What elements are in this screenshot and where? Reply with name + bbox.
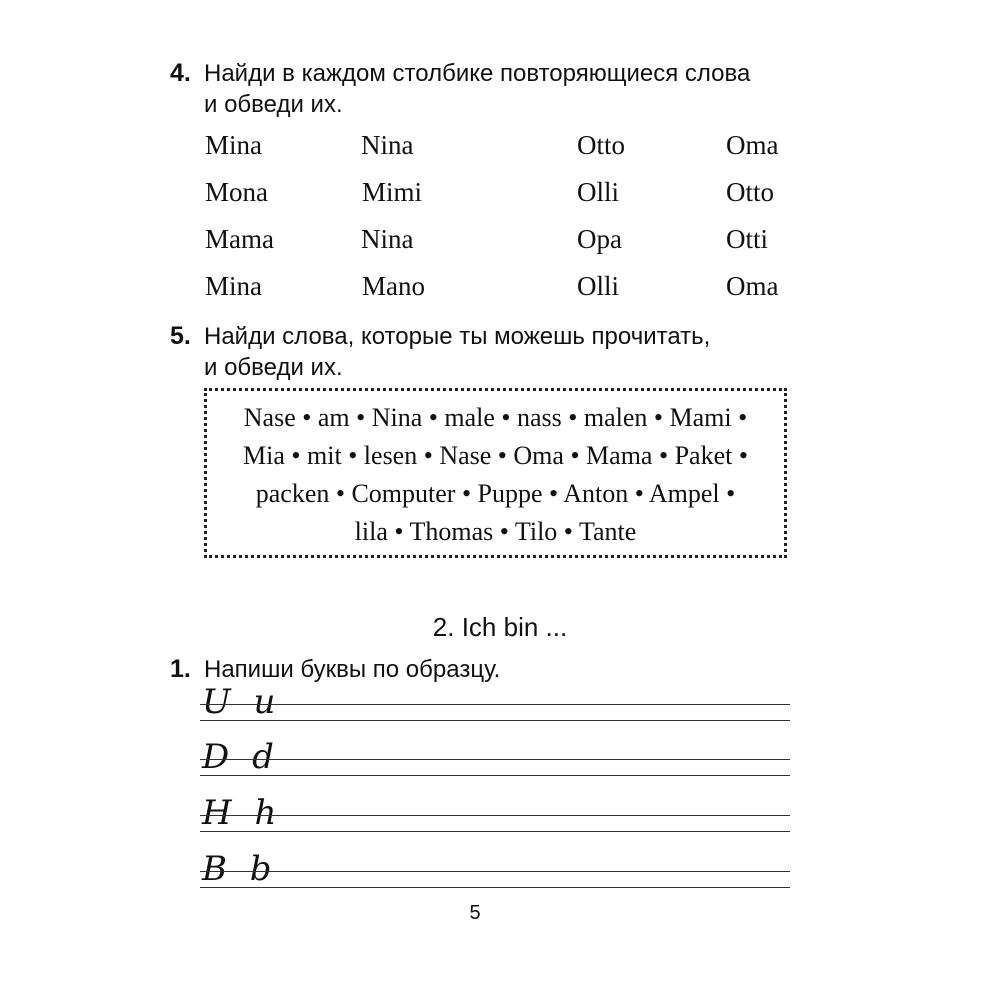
- word-line: packen • Computer • Puppe • Anton • Ampel •: [255, 479, 736, 508]
- word-cell: Mina: [205, 130, 262, 160]
- task-1: [170, 654, 790, 685]
- guide-line: [200, 720, 790, 721]
- task-number: 1.: [170, 655, 191, 683]
- word-cell: Olli: [577, 177, 620, 207]
- letter-sample: B b: [202, 849, 278, 889]
- word-cell: Olli: [577, 271, 620, 301]
- word-line: Mia • mit • lesen • Nase • Oma • Mama • Paket •: [243, 441, 748, 470]
- task-number: 4.: [170, 59, 191, 87]
- word-columns: [205, 128, 795, 318]
- writing-row: [200, 793, 790, 839]
- word-line: Nase • am • Nina • male • nass • malen • Mami •: [243, 403, 748, 432]
- writing-row: [200, 682, 790, 728]
- instruction-line: Найди слова, которые ты можешь прочитать,: [204, 323, 711, 350]
- word-cell: Mama: [205, 224, 274, 254]
- word-cell: Otto: [726, 177, 775, 207]
- word-cell: Otto: [577, 130, 626, 160]
- task-4: [170, 58, 790, 120]
- task-5: [170, 321, 790, 383]
- task-instruction: Напиши буквы по образцу.: [204, 656, 501, 683]
- guide-line: [200, 704, 790, 705]
- word-cell: Opa: [577, 224, 622, 254]
- word-cell: Oma: [726, 271, 779, 301]
- guide-line: [200, 887, 790, 888]
- task-number: 5.: [170, 322, 191, 350]
- task-instruction: [204, 58, 790, 120]
- word-cell: Mano: [362, 271, 425, 301]
- instruction-line: и обведи их.: [204, 91, 343, 118]
- task-instruction: [204, 321, 790, 383]
- section-title: 2. Ich bin ...: [432, 612, 568, 642]
- writing-row: [200, 737, 790, 783]
- page-number: 5: [469, 902, 481, 924]
- word-box: [204, 388, 787, 558]
- word-cell: Mina: [205, 271, 262, 301]
- word-cell: Mimi: [362, 177, 423, 207]
- handwriting-practice: [200, 682, 790, 898]
- word-cell: Oma: [726, 130, 779, 160]
- word-cell: Nina: [361, 130, 414, 160]
- guide-line: [200, 831, 790, 832]
- writing-row: [200, 849, 790, 895]
- guide-line: [200, 871, 790, 872]
- word-line: lila • Thomas • Tilo • Tante: [354, 517, 637, 546]
- letter-sample: D d: [202, 737, 280, 777]
- word-cell: Nina: [361, 224, 414, 254]
- guide-line: [200, 775, 790, 776]
- word-cell: Otti: [726, 224, 769, 254]
- letter-sample: H h: [202, 793, 283, 833]
- guide-line: [200, 759, 790, 760]
- guide-line: [200, 815, 790, 816]
- instruction-line: Найди в каждом столбике повторяющиеся слова: [204, 60, 751, 87]
- word-cell: Mona: [205, 177, 268, 207]
- instruction-line: и обведи их.: [204, 354, 343, 381]
- letter-sample: U u: [202, 682, 282, 722]
